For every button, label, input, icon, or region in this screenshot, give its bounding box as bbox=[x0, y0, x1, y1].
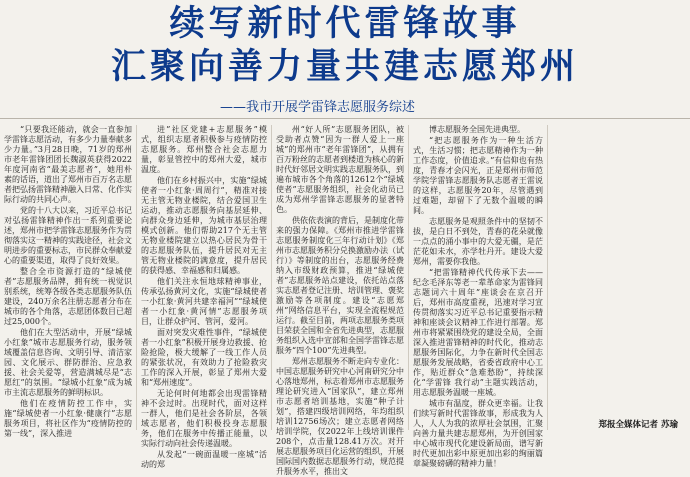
paragraph: 他们在大型活动中，开展“绿城小红象”城市志愿服务行动，服务领域覆盖信息咨询、文明引导、清洁家园、文化展示、群防群治、应急救援、社会关爱等，营造满城尽是“志愿红”的氛围。“绿城小红象”成为城市主流志愿服务的鲜明标识。 bbox=[4, 328, 132, 397]
paragraph: “把雷锋精神代代传承下去——纪念毛泽东等老一辈革命家为雷锋同志题词六十周年”座谈会在京召开后，郑州市高度重视，迅速对学习宣传贯彻落实习近平总书记重要指示精神和座谈会议精神工作进行部署。郑州市将紧紧围绕党的建设全局，全面深入推进雷锋精神的时代化，推动志愿服务国际化，力争在新时代全国志愿服务发展战略，省委省政府中心工作，贴近群众“急难愁盼”，持续深化“学雷锋 我行动”主题实践活动，用志愿服务温暖一座城。 bbox=[413, 268, 543, 397]
paragraph: 志愿服务是观照条件中的坚韧不拔，是白日不到处，青春的花朵就像一点点的涌小事中的大爱无疆，是茫茫花如未水，亦学牡丹开。建设大爱郑州，需要你我他。 bbox=[413, 217, 543, 266]
paragraph: “把志愿服务作为一种生活方式，生活习惯；把志愿精神作为一种工作态度，价值追求。”有信仰也有热度，青春才会闪光，正是郑州市师范学院学雷锋志愿服务队志愿者王雷说的这样，志愿服务20年，尽管遇到过难题，却留下了无数个温暖的瞬间。 bbox=[413, 136, 543, 215]
paragraph: 他们在疫情防控工作中，实施“绿城使者一小红象·健康行”志愿服务项目，将社区作为“疫情防控的第一线”，深入推进 bbox=[4, 399, 132, 438]
article-column-1 bbox=[4, 125, 132, 438]
headline-line-2: 汇聚向善力量共建志愿郑州 bbox=[110, 47, 579, 87]
article-column-3 bbox=[276, 125, 404, 476]
paragraph: 无论何时何地都会出现雷锋精神不会过时。出现时代，面对这样一群人，他们是社会各阶层，各领域志愿者，他们积极投身志愿服务，他们在服务中传播正能量，以实际行动向社会传递温暖。 bbox=[141, 389, 267, 448]
paragraph: 他们在乡村振兴中，实施“绿城使者一小红象·周周行”，精准对接无主管无物业楼院，结合爱国卫生运动，推动志愿服务向基层延伸、向群众身边延伸，为城市基层治理模式创新。他们帮助217个无主管无物业楼院建立以热心居民为骨干的志愿服务队伍，提升居民对无主管无物业楼院的满意度，提升居民的获得感、幸福感和归属感。 bbox=[141, 176, 267, 275]
paragraph: 郑州志愿服务不断走向专业化：中国志愿服务研究中心河南研究分中心落地郑州，标志着郑州市志愿服务理论研究进入“国家队”，建立郑州市志愿者培训基地，实施“种子计划”，搭建四级培训网络，年均组织培训12756场次；建立志愿者网络培训学院，仅2022年上线培训课件208个，点击量128.41万次。对开展志愿服务项目化运营的组织，开展国际国内数据志愿服务行动，规范提升服务水平，推出文 bbox=[276, 357, 404, 476]
paragraph: 他们关注永恒地球精神事业，传承弘扬黄河文化，实施“绿城使者一小红象·黄河共建幸福河”“绿城使者一小红象·黄河情”志愿服务项目，让群众护河、管河，爱河。 bbox=[141, 277, 267, 326]
paragraph: 从发起“一碗面温暖一座城”活动的郑 bbox=[141, 450, 267, 469]
byline: 郑报全媒体记者 苏瑜 bbox=[598, 420, 678, 430]
paragraph: 博志愿服务全国先进典型。 bbox=[429, 125, 525, 134]
subtitle: ——我市开展学雷锋志愿服务综述 bbox=[220, 100, 416, 115]
paragraph: 党的十八大以来，习近平总书记对弘扬雷锋精神作出一系列重要论述，郑州市把学雷锋志愿服务作为贯彻落实这一精神的实践途径，社会文明进步的重要标志，市民群众奉献爱心的重要渠道，取得了良好效果。 bbox=[4, 206, 132, 265]
column-divider bbox=[136, 125, 137, 430]
paragraph: 整合全市资源打造的“绿城使者”志愿服务品牌，拥有统一视觉识别系统，统筹各级各类志愿服务队伍建设，240万余名注册志愿者分布在城市的各个角落，志愿团体数目已超过25,000个。 bbox=[4, 267, 132, 326]
headline-line-1: 续写新时代雷锋故事 bbox=[169, 4, 521, 44]
article-column-5 bbox=[552, 125, 688, 425]
column-divider bbox=[408, 125, 409, 430]
top-divider bbox=[0, 118, 690, 119]
article-column-2 bbox=[141, 125, 267, 469]
paragraph: 进”社区党建+志愿服务”模式，组织志愿者积极参与疫情防控志愿服务。郑州整合社会志愿力量，彰显管控中的郑州大爱，城市温度。 bbox=[141, 125, 267, 174]
paragraph: 城市有温度，群众更幸福。让我们续写新时代雷锋故事，形成我为人人，人人为我的浓厚社会氛围，汇聚向善力量共建志愿郑州，为开创国家中心城市现代化建设新局面，谱写新时代更加出彩中原更加出彩的绚丽篇章凝聚磅礴的精神力量！ bbox=[413, 399, 543, 468]
paragraph: 州“好人所”志愿服务团队，被受助者点赞“因为一群人爱上一座城”的郑州市“老年雷锋团”，从拥有百万粉丝的志愿者到楼道为核心的新时代好邻居文明实践志愿服务队，到遍布城市各个角落的12612个“绿城使者”志愿服务组织，社会化动员已成为郑州学雷锋志愿服务的显著特色。 bbox=[276, 125, 404, 214]
column-divider bbox=[547, 125, 548, 430]
paragraph: 面对突发灾难性事件，“绿城使者一小红象”积极开展身边救援、抢险抢险，极大缓解了一线工作人员的紧张状况，有效助力了抢险救灾工作的深入开展，彰显了郑州大爱和“郑州速度”。 bbox=[141, 328, 267, 387]
paragraph: 供依依表演的背后，是制度化带来的强力保障。《郑州市推进学雷锋志愿服务制度化三年行动计划》《郑州市志愿服务积分兑换激励办法（试行）》等制度的出台，志愿服务经费纳入市级财政预算，推进“绿城使者”志愿服务站点建设，依托站点落实志愿者登记注册、培训管理、褒奖激励等各项制度。建设“志愿郑州”网络信息平台，实现全流程规范运行。截至目前，两项志愿服务类项目荣获全国和全省先进典型，志愿服务组织入选中宣部和全国学雷锋志愿服务“四个100”先进典型。 bbox=[276, 216, 404, 355]
paragraph: “只要我还能动，就会一直参加学雷锋志愿活动，有多少力量奉献多少力量。”3月28日晚，71岁的郑州市老年雷锋团团长魏淑英获得2022年度河南省“最美志愿者”，她用朴素的话语，道出了郑州市百万名志愿者把弘扬雷锋精神融入日常、化作实际行动的共同心声。 bbox=[4, 125, 132, 204]
article-column-4 bbox=[413, 125, 543, 468]
column-divider bbox=[271, 125, 272, 430]
